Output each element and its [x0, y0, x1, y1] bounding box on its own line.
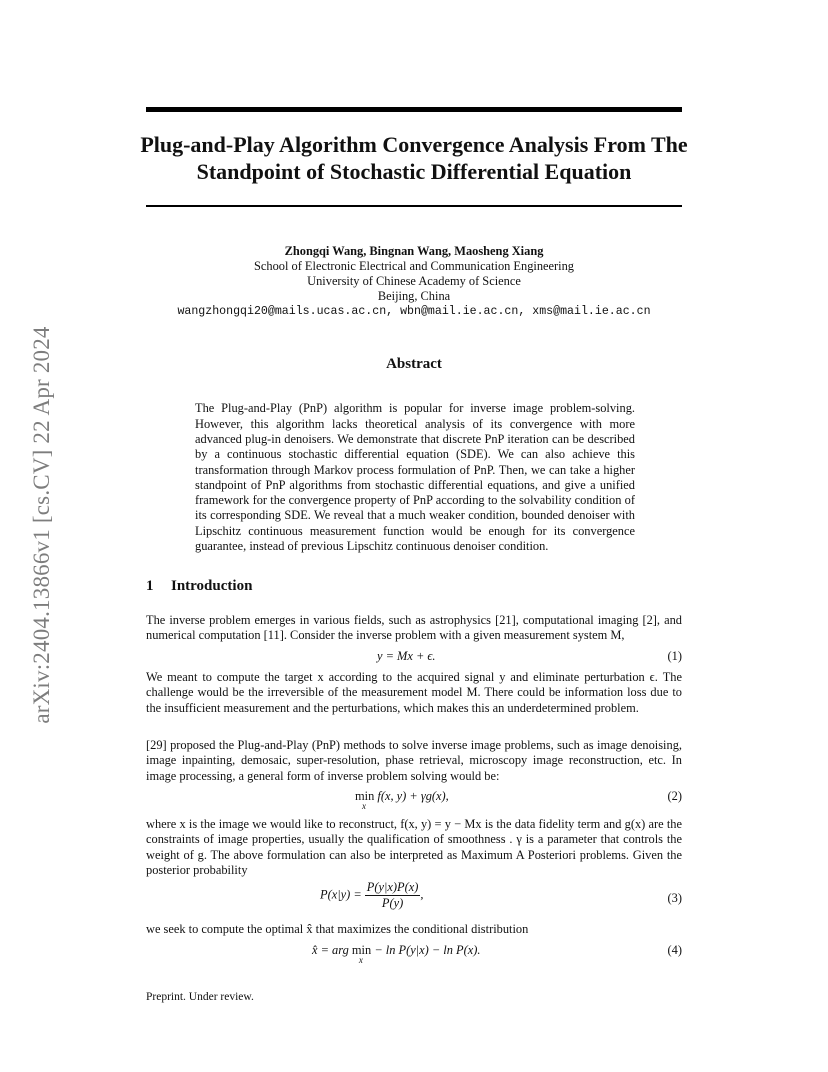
equation-2-number: (2) — [667, 789, 682, 803]
equation-3-numerator: P(y|x)P(x) — [366, 880, 419, 894]
paragraph-2: We meant to compute the target x according to the acquired signal y and eliminate perturbation ϵ. The challenge would be the irreversible of the measurement model M. There could be information loss due to the insufficient measurement and the perturbations, which makes this an underdetermined problem. — [146, 670, 682, 715]
author-names: Zhongqi Wang, Bingnan Wang, Maosheng Xiang — [284, 244, 544, 258]
equation-1 — [146, 649, 682, 665]
equation-4-rhs: − ln P(y|x) − ln P(x). — [374, 943, 481, 957]
paper-title: Plug-and-Play Algorithm Convergence Analysis From The Standpoint of Stochastic Differential Equation — [140, 132, 688, 184]
equation-3-tail: , — [420, 887, 424, 902]
author-emails: wangzhongqi20@mails.ucas.ac.cn, wbn@mail.ie.ac.cn, xms@mail.ie.ac.cn — [177, 305, 651, 318]
equation-4 — [146, 943, 682, 965]
equation-4-number: (4) — [667, 943, 682, 957]
equation-2 — [146, 789, 682, 811]
arxiv-sidebar-id — [28, 290, 56, 760]
title-top-rule — [146, 107, 682, 112]
author-university: University of Chinese Academy of Science — [307, 274, 521, 288]
paragraph-5: we seek to compute the optimal x̂ that maximizes the conditional distribution — [146, 922, 529, 936]
equation-3-body — [320, 880, 423, 911]
equation-3-lhs: P(x|y) = — [320, 887, 362, 902]
equation-4-sub: x — [358, 955, 363, 965]
paragraph-3: [29] proposed the Plug-and-Play (PnP) methods to solve inverse image problems, such as image denoising, image inpainting, demosaic, super-resolution, phase retrieval, microscopy image reconstruction, etc. In image processing, a general form of inverse problem solving would be: — [146, 738, 682, 783]
equation-2-body — [355, 789, 449, 811]
equation-2-expr: f(x, y) + γg(x), — [377, 789, 449, 803]
footer-note: Preprint. Under review. — [146, 991, 254, 1003]
title-bottom-rule — [146, 205, 682, 207]
equation-4-lhs: x̂ = arg — [312, 943, 349, 957]
equation-3-number: (3) — [667, 891, 682, 905]
author-location: Beijing, China — [377, 289, 451, 303]
arxiv-id-text: arXiv:2404.13866v1 [cs.CV] 22 Apr 2024 — [29, 326, 54, 724]
section-heading — [146, 578, 252, 595]
equation-3 — [146, 880, 682, 916]
author-affiliation: School of Electronic Electrical and Communication Engineering — [254, 259, 574, 273]
equation-3-fraction — [365, 880, 424, 911]
section-number: 1 — [146, 578, 154, 594]
paragraph-4: where x is the image we would like to reconstruct, f(x, y) = y − Mx is the data fidelity term and g(x) are the constraints of image properties, usually the qualification of smoothness . γ is a parameter that controls the weight of g. The above formulation can also be interpreted as Maximum A Posteriori problems. Given the posterior probability — [146, 817, 682, 877]
author-block — [146, 244, 682, 319]
abstract-text: The Plug-and-Play (PnP) algorithm is popular for inverse image problem-solving. However, this algorithm lacks theoretical analysis of its convergence with more advanced plug-in denoisers. We demonstrate that discrete PnP iteration can be described by a continuous stochastic differential equation (SDE). We can also achieve this transformation through Markov process formulation of PnP. Then, we can take a higher standpoint of PnP algorithms from stochastic differential equations, and give a unified framework for the convergence property of PnP according to the solvability condition of its corresponding SDE. We reveal that a much weaker condition, bounded denoiser with Lipschitz continuous measurement function would be enough for its convergence guarantee, instead of previous Lipschitz continuous denoiser condition. — [195, 401, 635, 554]
equation-2-sub: x — [362, 801, 366, 811]
equation-2-min: min x — [355, 789, 375, 811]
equation-4-body — [312, 943, 481, 965]
equation-4-min: min x — [351, 943, 372, 965]
section-title: Introduction — [171, 578, 253, 594]
abstract-heading: Abstract — [386, 356, 442, 372]
paragraph-1: The inverse problem emerges in various fields, such as astrophysics [21], computational imaging [2], and numerical computation [11]. Consider the inverse problem with a given measurement system M, — [146, 613, 682, 643]
equation-1-number: (1) — [667, 649, 682, 663]
equation-3-denominator: P(y) — [381, 896, 404, 910]
equation-1-body: y = Mx + ϵ. — [377, 649, 436, 663]
